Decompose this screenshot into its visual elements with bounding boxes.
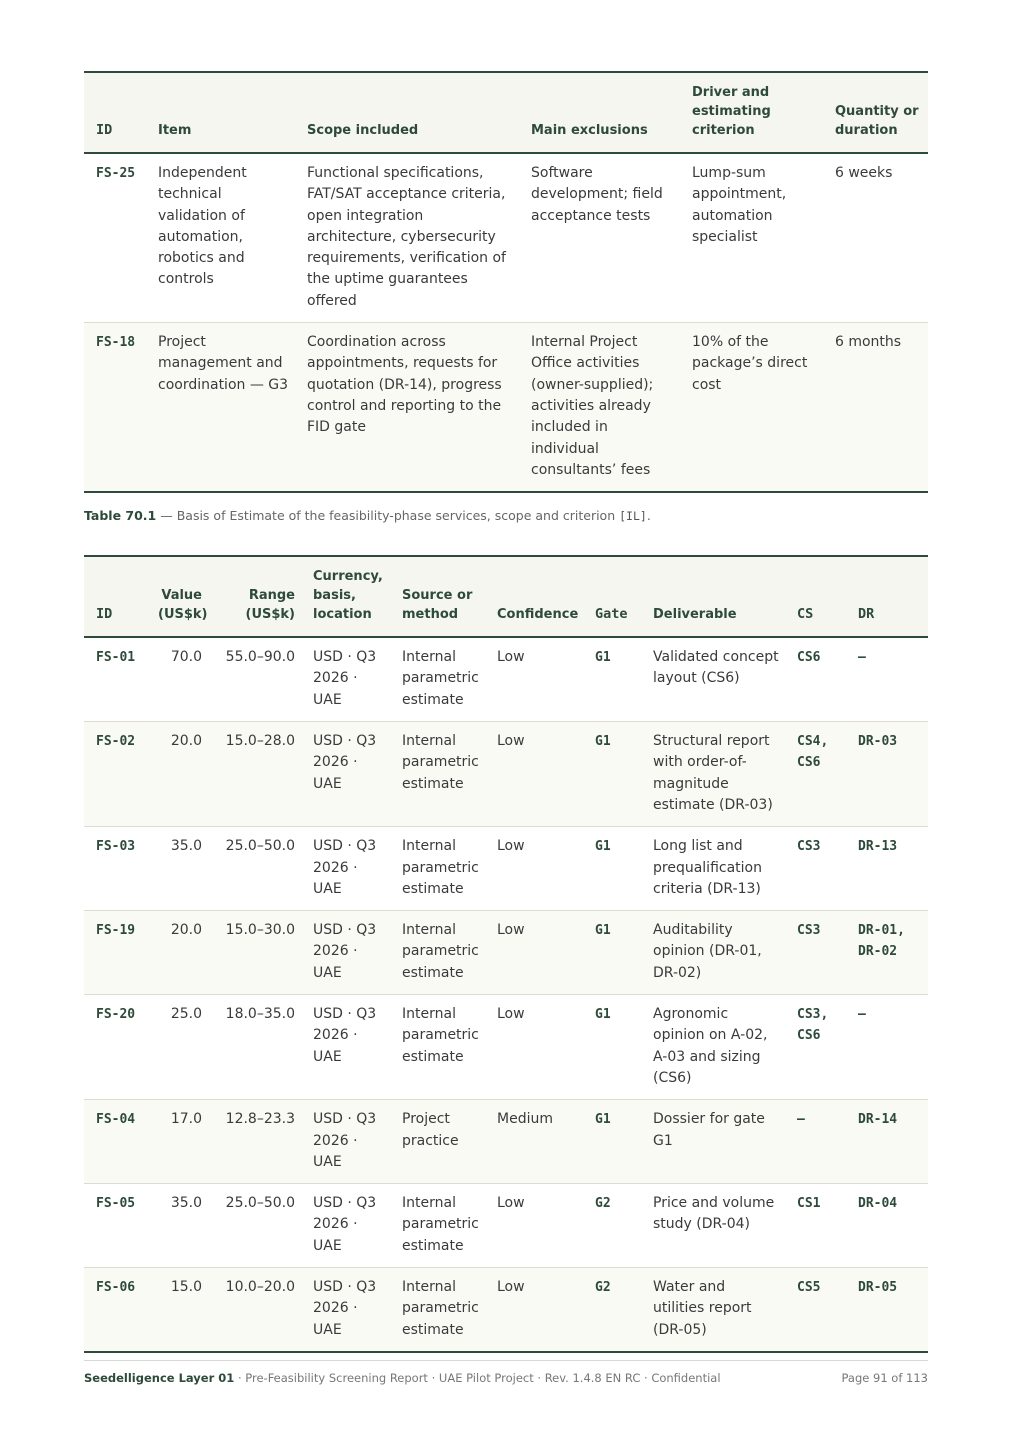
header-currency: Currency, basis, location	[301, 556, 390, 637]
cell-deliverable: Price and volume study (DR-04)	[641, 1184, 785, 1268]
cell-driver: Lump-sum appointment, automation specialist	[680, 153, 823, 323]
cell-deliverable: Structural report with order-of-magnitude estimate (DR-03)	[641, 722, 785, 827]
basis-of-estimate-table	[84, 71, 928, 493]
cell-source: Internal parametric estimate	[390, 722, 485, 827]
table-row	[84, 722, 928, 827]
cell-range: 10.0–20.0	[208, 1267, 301, 1351]
cell-value: 35.0	[146, 1184, 208, 1268]
page-footer	[84, 1360, 928, 1385]
cell-id: FS-01	[84, 637, 146, 721]
cell-currency: USD · Q3 2026 · UAE	[301, 637, 390, 721]
cell-confidence: Low	[485, 1267, 583, 1351]
cell-range: 25.0–50.0	[208, 1184, 301, 1268]
cell-currency: USD · Q3 2026 · UAE	[301, 1184, 390, 1268]
cell-gate: G1	[583, 827, 641, 911]
cell-range: 15.0–28.0	[208, 722, 301, 827]
cell-id: FS-06	[84, 1267, 146, 1351]
cell-currency: USD · Q3 2026 · UAE	[301, 1267, 390, 1351]
header-scope: Scope included	[295, 72, 519, 153]
table-row	[84, 153, 928, 323]
cell-cs: —	[785, 1100, 846, 1184]
cell-exclusions: Internal Project Office activities (owner-supplied); activities already included in individual consultants’ fees	[519, 323, 680, 493]
cell-gate: G1	[583, 1100, 641, 1184]
cell-dr: —	[846, 637, 928, 721]
header-confidence: Confidence	[485, 556, 583, 637]
cell-source: Internal parametric estimate	[390, 1267, 485, 1351]
cell-gate: G2	[583, 1267, 641, 1351]
cell-gate: G1	[583, 637, 641, 721]
header-id: ID	[84, 72, 146, 153]
cell-id: FS-05	[84, 1184, 146, 1268]
cell-gate: G1	[583, 995, 641, 1100]
cell-id: FS-19	[84, 911, 146, 995]
page-content	[84, 71, 928, 1353]
caption-text: — Basis of Estimate of the feasibility-phase services, scope and criterion	[156, 508, 620, 524]
caption-label: Table 70.1	[84, 508, 157, 524]
table-header-row	[84, 72, 928, 153]
table-caption	[84, 507, 928, 525]
cell-driver: 10% of the package’s direct cost	[680, 323, 823, 493]
cell-source: Internal parametric estimate	[390, 911, 485, 995]
header-value: Value (US$k)	[146, 556, 208, 637]
cell-gate: G1	[583, 911, 641, 995]
cell-value: 17.0	[146, 1100, 208, 1184]
cell-cs: CS5	[785, 1267, 846, 1351]
header-id: ID	[84, 556, 146, 637]
cell-confidence: Low	[485, 637, 583, 721]
cell-scope: Functional specifications, FAT/SAT acceptance criteria, open integration architecture, cybersecurity requirements, verification of the uptime guarantees offered	[295, 153, 519, 323]
cell-item: Independent technical validation of automation, robotics and controls	[146, 153, 295, 323]
cell-source: Internal parametric estimate	[390, 827, 485, 911]
header-quantity: Quantity or duration	[823, 72, 928, 153]
cell-confidence: Low	[485, 1184, 583, 1268]
cell-source: Internal parametric estimate	[390, 637, 485, 721]
cell-currency: USD · Q3 2026 · UAE	[301, 1100, 390, 1184]
cell-source: Project practice	[390, 1100, 485, 1184]
cell-value: 35.0	[146, 827, 208, 911]
cell-item: Project management and coordination — G3	[146, 323, 295, 493]
cell-range: 15.0–30.0	[208, 911, 301, 995]
cell-id: FS-02	[84, 722, 146, 827]
cell-cs: CS3	[785, 827, 846, 911]
footer-text: · Pre-Feasibility Screening Report · UAE Pilot Project · Rev. 1.4.8 EN RC · Confidential	[234, 1371, 721, 1385]
cell-deliverable: Long list and prequalification criteria (DR-13)	[641, 827, 785, 911]
cell-dr: DR-13	[846, 827, 928, 911]
header-cs: CS	[785, 556, 846, 637]
header-gate: Gate	[583, 556, 641, 637]
cell-cs: CS4, CS6	[785, 722, 846, 827]
cell-deliverable: Auditability opinion (DR-01, DR-02)	[641, 911, 785, 995]
header-dr: DR	[846, 556, 928, 637]
caption-end: .	[646, 508, 651, 524]
cell-deliverable: Agronomic opinion on A-02, A-03 and sizing (CS6)	[641, 995, 785, 1100]
cell-value: 20.0	[146, 722, 208, 827]
header-source: Source or method	[390, 556, 485, 637]
cell-confidence: Low	[485, 995, 583, 1100]
header-deliverable: Deliverable	[641, 556, 785, 637]
footer-brand: Seedelligence Layer 01	[84, 1371, 235, 1385]
header-item: Item	[146, 72, 295, 153]
caption-ref: [IL]	[619, 509, 647, 524]
cell-id: FS-04	[84, 1100, 146, 1184]
cell-range: 18.0–35.0	[208, 995, 301, 1100]
table-row	[84, 1267, 928, 1351]
cell-currency: USD · Q3 2026 · UAE	[301, 722, 390, 827]
cell-quantity: 6 weeks	[823, 153, 928, 323]
table-row	[84, 637, 928, 721]
cell-dr: —	[846, 995, 928, 1100]
cell-id: FS-18	[84, 323, 146, 493]
cell-cs: CS6	[785, 637, 846, 721]
table-row	[84, 827, 928, 911]
header-exclusions: Main exclusions	[519, 72, 680, 153]
footer-doc-info	[84, 1371, 721, 1385]
cell-confidence: Low	[485, 827, 583, 911]
table-row	[84, 995, 928, 1100]
cell-currency: USD · Q3 2026 · UAE	[301, 827, 390, 911]
cell-dr: DR-14	[846, 1100, 928, 1184]
cell-deliverable: Validated concept layout (CS6)	[641, 637, 785, 721]
cell-id: FS-20	[84, 995, 146, 1100]
cell-range: 25.0–50.0	[208, 827, 301, 911]
cell-value: 25.0	[146, 995, 208, 1100]
table-header-row	[84, 556, 928, 637]
cell-exclusions: Software development; field acceptance tests	[519, 153, 680, 323]
cell-currency: USD · Q3 2026 · UAE	[301, 995, 390, 1100]
cell-cs: CS3, CS6	[785, 995, 846, 1100]
cell-dr: DR-03	[846, 722, 928, 827]
table-row	[84, 911, 928, 995]
cell-scope: Coordination across appointments, requests for quotation (DR-14), progress control and reporting to the FID gate	[295, 323, 519, 493]
cell-gate: G1	[583, 722, 641, 827]
cell-confidence: Medium	[485, 1100, 583, 1184]
cell-range: 55.0–90.0	[208, 637, 301, 721]
cell-currency: USD · Q3 2026 · UAE	[301, 911, 390, 995]
cell-cs: CS1	[785, 1184, 846, 1268]
cell-range: 12.8–23.3	[208, 1100, 301, 1184]
table-row	[84, 1100, 928, 1184]
table-row	[84, 1184, 928, 1268]
cell-value: 70.0	[146, 637, 208, 721]
cell-deliverable: Water and utilities report (DR-05)	[641, 1267, 785, 1351]
cell-dr: DR-05	[846, 1267, 928, 1351]
cell-quantity: 6 months	[823, 323, 928, 493]
cell-gate: G2	[583, 1184, 641, 1268]
cell-value: 15.0	[146, 1267, 208, 1351]
cell-cs: CS3	[785, 911, 846, 995]
cell-id: FS-25	[84, 153, 146, 323]
cell-dr: DR-01, DR-02	[846, 911, 928, 995]
cell-value: 20.0	[146, 911, 208, 995]
header-driver: Driver and estimating criterion	[680, 72, 823, 153]
cell-source: Internal parametric estimate	[390, 995, 485, 1100]
cell-confidence: Low	[485, 911, 583, 995]
header-range: Range (US$k)	[208, 556, 301, 637]
cell-confidence: Low	[485, 722, 583, 827]
cost-estimate-table	[84, 555, 928, 1353]
cell-deliverable: Dossier for gate G1	[641, 1100, 785, 1184]
cell-dr: DR-04	[846, 1184, 928, 1268]
cell-id: FS-03	[84, 827, 146, 911]
table-row	[84, 323, 928, 493]
cell-source: Internal parametric estimate	[390, 1184, 485, 1268]
footer-page-number: Page 91 of 113	[841, 1371, 928, 1385]
